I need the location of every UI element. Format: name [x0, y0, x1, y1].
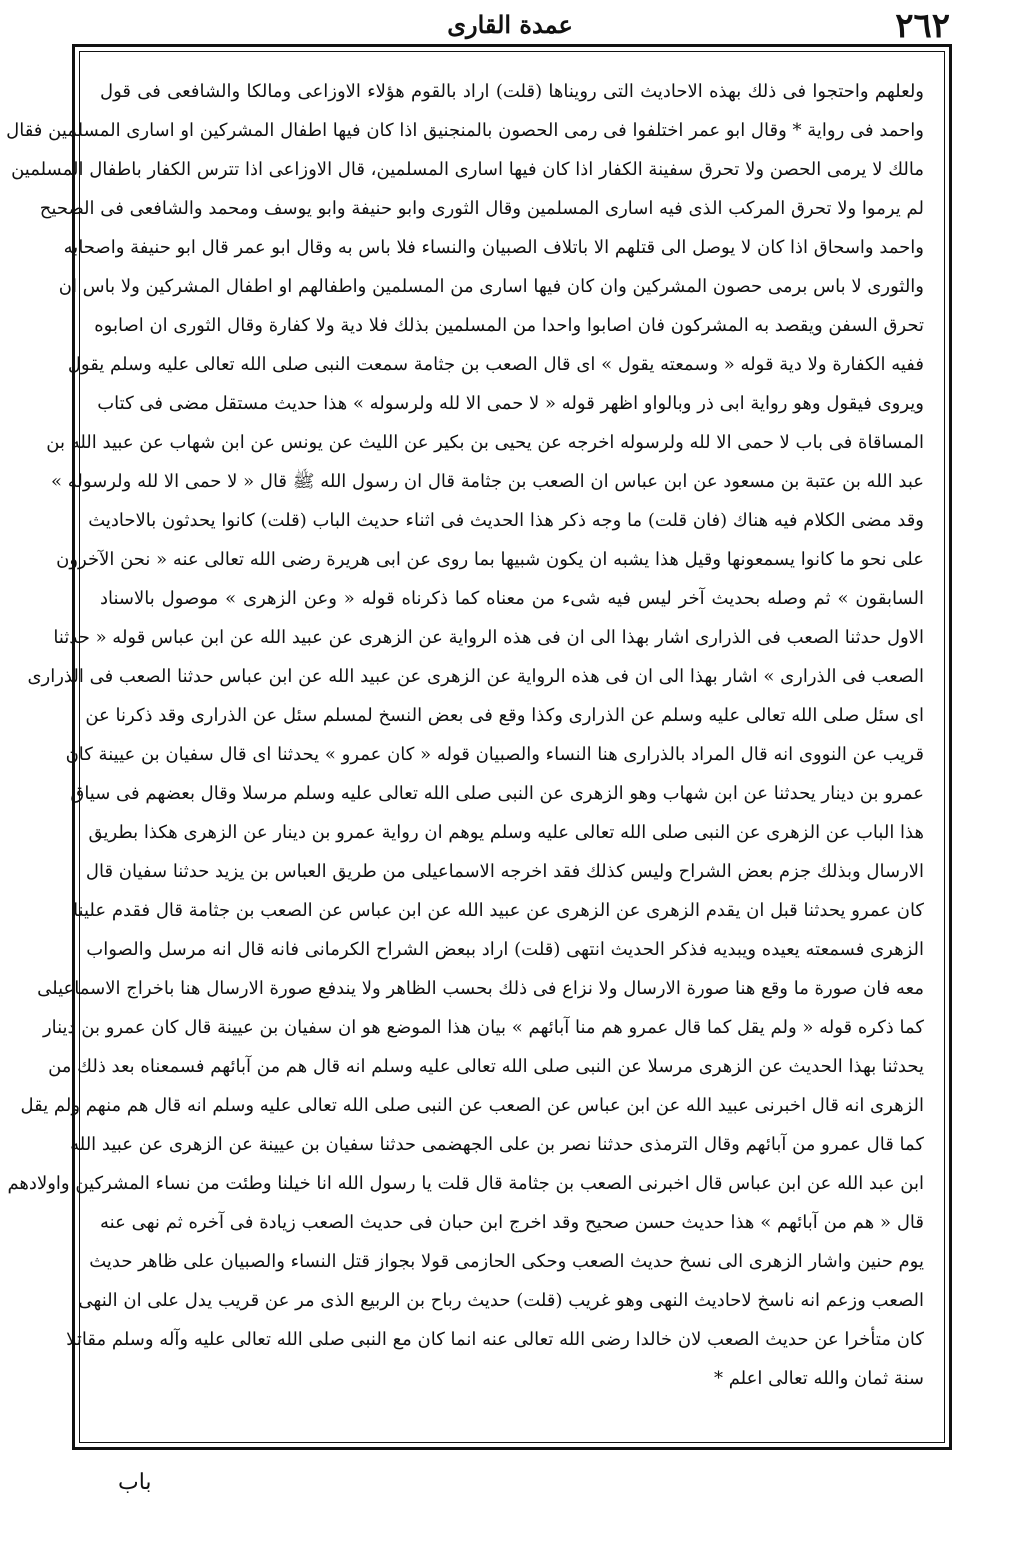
text-line: المساقاة فی باب لا حمی الا لله ولرسوله اخرجه عن یحیی بن بکیر عن اللیث عن یونس عن ابن شهاب عن عبید الله بن [46, 432, 924, 453]
text-line: لم یرموا ولا تحرق المرکب الذی فیه اساری المسلمین وقال الثوری وابو حنیفة وابو یوسف ومحمد والشافعی فی الصحیح [39, 198, 924, 219]
text-line: کما قال عمرو من آبائهم وقال الترمذی حدثنا نصر بن علی الجهضمی حدثنا سفیان بن عیینة عن الزهری عن عبید الله [70, 1134, 924, 1155]
text-line: الزهری انه قال اخبرنی عبید الله عن ابن عباس عن الصعب عن النبی صلی الله تعالی علیه وسلم انه قال هم منهم ولم یقل [20, 1095, 924, 1116]
text-line: علی نحو ما کانوا یسمعونها وقیل هذا یشبه ان یکون شبیها بما روی عن ابی هریرة رضی الله تعالی عنه « نحن الآخرون [56, 549, 924, 570]
text-line: یحدثنا بهذا الحدیث عن الزهری مرسلا عن النبی صلی الله تعالی علیه وسلم انه قال هم من آبائهم فسمعناه بعد ذلك من [48, 1056, 924, 1077]
text-line: وقد مضی الکلام فیه هناك (فان قلت) ما وجه ذکر هذا الحدیث فی اثناء حدیث الباب (قلت) کانوا یحدثون بالاحادیث [88, 510, 924, 531]
main-text [6, 72, 924, 1398]
text-line: قال « هم من آبائهم » هذا حدیث حسن صحیح وقد اخرج ابن حبان فی حدیث الصعب زیادة فی آخره ثم نهی عنه [100, 1212, 924, 1233]
text-line: والثوری لا باس برمی حصون المشرکین وان کان فیها اساری من المسلمین واطفالهم او اطفال المشرکین ولا باس ان [58, 276, 924, 297]
text-line: یوم حنین واشار الزهری الی نسخ حدیث الصعب وحکی الحازمی قولا بجواز قتل النساء والصبیان علی ظاهر حدیث [89, 1251, 924, 1272]
text-line: مالك لا یرمی الحصن ولا تحرق سفینة الکفار اذا کان فیها اساری المسلمین، قال الاوزاعی اذا تترس الکفار باطفال المسلمین [11, 159, 924, 180]
running-title: عمدة القاری [447, 10, 573, 39]
text-line: الصعب فی الذراری » اشار بهذا الی ان فی هذه الروایة عن الزهری عن عبید الله عن ابن عباس حدثنا الصعب فی الذراری [27, 666, 924, 687]
text-line: السابقون » ثم وصله بحدیث آخر لیس فیه شیء من معناه کما ذکرناه قوله « وعن الزهری » موصول بالاسناد [100, 588, 924, 609]
text-line-final: سنة ثمان والله تعالی اعلم * [713, 1368, 924, 1389]
text-line: کان عمرو یحدثنا قبل ان یقدم الزهری عن الزهری عن عبید الله عن ابن عباس عن الصعب بن جثامة قال فقدم علینا [73, 900, 924, 921]
text-line: الاول حدثنا الصعب فی الذراری اشار بهذا الی ان فی هذه الروایة عن الزهری عن عبید الله عن ابن عباس قوله « حدثنا [53, 627, 924, 648]
text-line: قریب عن النووی انه قال المراد بالذراری هنا النساء والصبیان قوله « کان عمرو » یحدثنا ای قال سفیان بن عیینة کان [65, 744, 924, 765]
text-line: معه فان صورة ما وقع هنا صورة الارسال ولا نزاع فی ذلك بحسب الظاهر ولا یندفع صورة الارسال هنا باخراج الاسماعیلی [37, 978, 924, 999]
text-line: عبد الله بن عتبة بن مسعود عن ابن عباس ان الصعب بن جثامة قال ان رسول الله ﷺ قال « لا حمی الا لله ولرسوله » [51, 471, 924, 492]
text-line: ولعلهم واحتجوا فی ذلك بهذه الاحادیث التی رویناها (قلت) اراد بالقوم هؤلاء الاوزاعی ومالکا والشافعی فی قول [100, 81, 924, 102]
text-line: واحمد واسحاق اذا کان لا یوصل الی قتلهم الا باتلاف الصبیان والنساء فلا باس به وقال ابو عمر قال ابو حنیفة واصحابه [63, 237, 924, 258]
text-line: ابن عبد الله عن ابن عباس قال اخبرنی الصعب بن جثامة قال قلت یا رسول الله انا خیلنا وطئت من نساء المشرکین واولادهم [7, 1173, 924, 1194]
text-line: هذا الباب عن الزهری عن النبی صلی الله تعالی علیه وسلم یوهم ان روایة عمرو بن دینار عن الزهری هکذا بطریق [88, 822, 924, 843]
catchword: باب [118, 1470, 152, 1495]
text-frame [6, 44, 952, 1450]
text-line: الارسال وبذلك جزم بعض الشراح ولیس کذلك فقد اخرجه الاسماعیلی من طریق العباس بن یزید حدثنا سفیان قال [85, 861, 924, 882]
text-line: ای سئل صلی الله تعالی علیه وسلم عن الذراری وکذا وقع فی بعض النسخ لمسلم سئل عن الذراری وقد ذکرنا عن [85, 705, 924, 726]
text-line: الصعب وزعم انه ناسخ لاحادیث النهی وهو غریب (قلت) حدیث رباح بن الربیع الذی مر عن قریب یدل علی ان النهی [78, 1290, 924, 1311]
text-line: تحرق السفن ویقصد به المشرکون فان اصابوا واحدا من المسلمین بذلك فلا دیة ولا کفارة وقال الثوری ان اصابوه [94, 315, 924, 336]
text-frame-inner [6, 51, 945, 1443]
page-number: ٢٦٢ [895, 6, 950, 46]
page-header [70, 6, 950, 46]
text-line: ویروی فیقول وهو روایة ابی ذر وبالواو اظهر قوله « لا حمی الا لله ولرسوله » هذا حدیث مستقل مضی فی کتاب [97, 393, 924, 414]
text-line: ففیه الکفارة ولا دیة قوله « وسمعته یقول » ای قال الصعب بن جثامة سمعت النبی صلی الله تعالی علیه وسلم یقول [67, 354, 924, 375]
text-line: عمرو بن دینار یحدثنا عن ابن شهاب وهو الزهری عن النبی صلی الله تعالی علیه وسلم مرسلا وقال بعضهم فی سیاق [70, 783, 924, 804]
text-line: واحمد فی روایة * وقال ابو عمر اختلفوا فی رمی الحصون بالمنجنیق اذا کان فیها اطفال المشرکین او اساری المسلمین فقال [6, 120, 924, 141]
text-line: الزهری فسمعته یعیده ویبدیه فذکر الحدیث انتهی (قلت) اراد ببعض الشراح الکرمانی فانه قال انه مرسل والصواب [86, 939, 924, 960]
text-line: کان متأخرا عن حدیث الصعب لان خالدا رضی الله تعالی عنه انما کان مع النبی صلی الله تعالی علیه وآله وسلم مقاتلا [66, 1329, 924, 1350]
text-line: کما ذکره قوله « ولم یقل کما قال عمرو هم منا آبائهم » بیان هذا الموضع هو ان سفیان بن عیینة قال کان عمرو بن دینار [42, 1017, 924, 1038]
